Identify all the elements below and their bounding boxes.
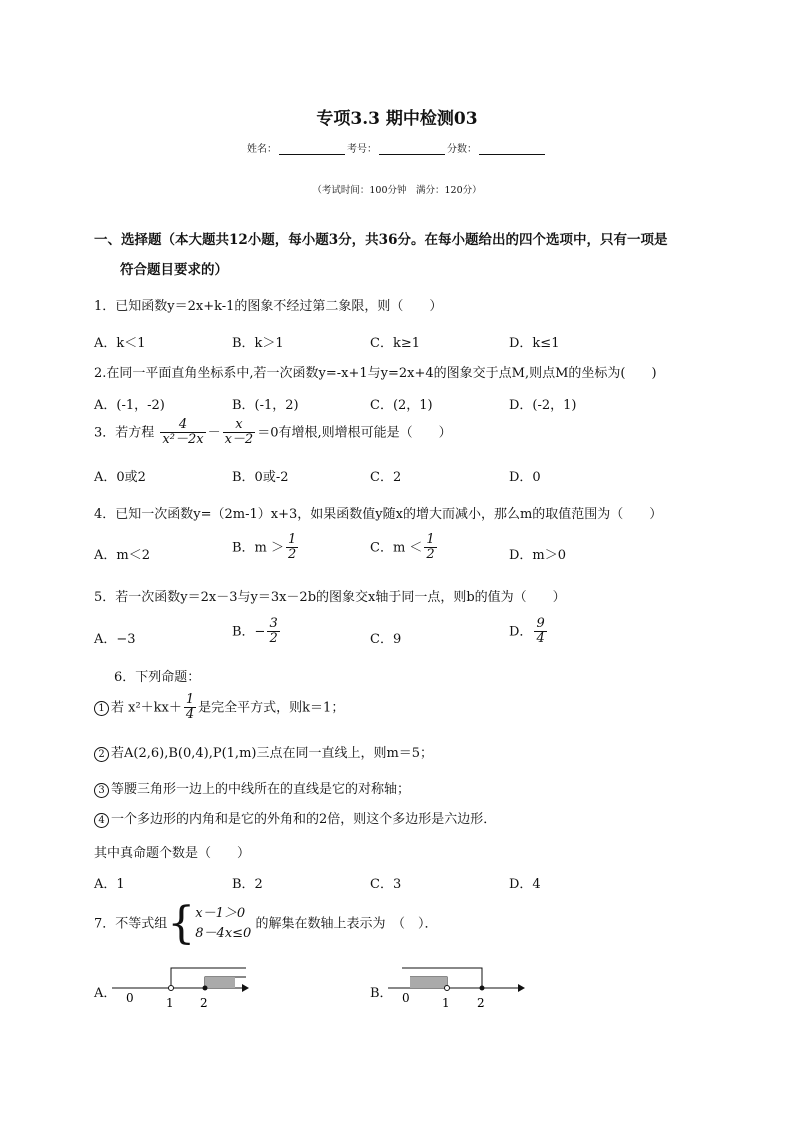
q4-b-numerator: 1 [288,532,297,547]
q4-c-prefix: C．m ＜ [370,540,423,556]
q5-b-fraction [267,617,279,647]
q3-f1-numerator: 4 [160,418,205,433]
q4-c-numerator: 1 [426,532,435,547]
q6-s2-text: 若A(2,6),B(0,4),P(1,m)三点在同一直线上，则m＝5； [111,746,434,761]
page-title: 专项3.3 期中检测03 [316,109,478,129]
q5-d-fraction [534,617,546,647]
q4-c-denominator: 2 [426,547,435,563]
q3-option-d[interactable]: D．0 [509,470,541,485]
q2-option-c[interactable]: C．(2，1) [370,398,433,413]
q1-option-b[interactable]: B．k＞1 [232,336,284,351]
circled-number: 1 [94,701,109,716]
q6-statement-1 [94,693,344,723]
q7-inequality-2: 8－4x≤0 [195,926,252,941]
q4-b-denominator: 2 [288,547,297,563]
q4-option-a[interactable]: A．m＜2 [94,548,150,563]
q6-s1-fraction [184,693,196,723]
q7-suffix: 的解集在数轴上表示为 （ ）． [255,916,438,932]
q6-s4-text: 一个多边形的内角和是它的外角和的2倍，则这个多边形是六边形． [111,812,497,827]
q5-d-numerator: 9 [536,616,545,631]
q6-s1-post: 是完全平方式，则k＝1； [198,700,345,716]
q6-question: 其中真命题个数是（ ） [94,846,251,861]
q2-option-d[interactable]: D．(-2，1) [509,398,577,413]
q3-f1-denominator: x²－2x [162,432,204,448]
axis-arrow [518,984,525,992]
question-1-stem: 1．已知函数y＝2x+k-1的图象不经过第二象限，则（ ） [94,299,443,314]
name-blank[interactable] [279,144,345,155]
q3-f2-numerator: x [223,418,256,433]
q4-c-fraction [424,533,436,563]
q7-brace: { [167,898,196,949]
tick-label-0: 0 [402,991,410,1005]
q5-option-b[interactable] [232,617,282,647]
q6-statement-3 [94,778,410,798]
q5-option-a[interactable]: A．−3 [94,632,136,647]
axis-arrow [242,984,249,992]
q3-suffix: 有增根,则增根可能是（ ） [278,425,452,441]
q7-number-line-a[interactable] [112,962,252,1012]
question-5-stem: 5．若一次函数y＝2x－3与y＝3x－2b的图象交x轴于同一点，则b的值为（ ） [94,590,566,605]
q2-option-a[interactable]: A．(-1，-2) [94,398,165,413]
q5-d-prefix: D． [509,624,533,640]
q6-s1-numerator: 1 [185,692,195,707]
exam-info: （考试时间：100分钟 满分：120分） [312,185,482,196]
q4-b-prefix: B．m ＞ [232,540,285,556]
q6-option-b[interactable]: B．2 [232,877,263,892]
q6-option-d[interactable]: D．4 [509,877,541,892]
q1-option-c[interactable]: C．k≥1 [370,336,420,351]
overlap-shading [410,977,447,988]
tick-label-0: 0 [126,991,134,1005]
id-label: 考号： [347,144,377,155]
q3-fraction-1 [160,418,205,448]
q7-inequality-system [195,904,251,944]
q7-prefix: 7．不等式组 [94,916,168,932]
q6-s3-text: 等腰三角形一边上的中线所在的直线是它的对称轴； [111,782,411,797]
q3-fraction-2 [223,418,256,448]
tick-label-1: 1 [442,996,450,1010]
q5-d-denominator: 4 [536,631,545,647]
name-label: 姓名： [247,144,277,155]
q7-inequality-1: x－1＞0 [195,906,246,921]
q4-option-c[interactable] [370,533,439,563]
overlap-shading [205,977,235,988]
open-point [169,986,174,991]
score-label: 分数： [447,144,477,155]
q7-option-a-label[interactable]: A． [94,986,117,1001]
closed-point [480,986,485,991]
q3-option-c[interactable]: C．2 [370,470,402,485]
q6-option-a[interactable]: A．1 [94,877,125,892]
q1-option-d[interactable]: D．k≤1 [509,336,560,351]
q6-statement-4 [94,808,496,828]
q5-b-numerator: 3 [269,616,278,631]
q5-option-d[interactable] [509,617,549,647]
q6-s1-pre: 若 x²＋kx＋ [111,700,182,716]
tick-label-2: 2 [477,996,485,1010]
q6-s1-denominator: 4 [185,707,195,723]
q3-prefix: 3．若方程 [94,425,155,441]
q3-equals: ＝0 [257,425,279,441]
q6-statement-2 [94,742,433,762]
question-3-stem [94,418,452,448]
q7-option-b-label[interactable]: B． [370,986,393,1001]
q5-b-prefix: B．− [232,624,266,640]
section-heading-cont: 符合题目要求的） [120,262,228,278]
id-blank[interactable] [379,144,445,155]
q3-option-a[interactable]: A．0或2 [94,470,146,485]
tick-label-2: 2 [200,996,208,1010]
section-heading: 一、选择题（本大题共12小题，每小题3分，共36分。在每小题给出的四个选项中，只有一项是 [94,232,668,248]
q5-option-c[interactable]: C．9 [370,632,402,647]
score-blank[interactable] [479,144,545,155]
closed-point [203,986,208,991]
q4-option-b[interactable] [232,533,300,563]
tick-label-1: 1 [166,996,174,1010]
q7-number-line-b[interactable] [388,962,528,1012]
question-4-stem: 4．已知一次函数y=（2m-1）x+3，如果函数值y随x的增大而减小，那么m的取值范围为（ ） [94,507,663,522]
q3-minus: － [207,425,221,441]
q1-option-a[interactable]: A．k＜1 [94,336,146,351]
question-2-stem: 2.在同一平面直角坐标系中,若一次函数y=-x+1与y=2x+4的图象交于点M,则点M的坐标为( ) [94,366,657,381]
circled-number: 4 [94,813,109,828]
question-7-stem [94,898,438,949]
open-point [445,986,450,991]
q3-option-b[interactable]: B．0或-2 [232,470,289,485]
circled-number: 2 [94,747,109,762]
q4-b-fraction [286,533,298,563]
q4-option-d[interactable]: D．m＞0 [509,548,567,563]
q2-option-b[interactable]: B．(-1，2) [232,398,299,413]
q3-f2-denominator: x－2 [224,432,254,448]
q5-b-denominator: 2 [269,631,278,647]
student-info-line [0,140,794,155]
circled-number: 3 [94,783,109,798]
q6-option-c[interactable]: C．3 [370,877,402,892]
question-6-stem: 6．下列命题： [114,670,201,685]
